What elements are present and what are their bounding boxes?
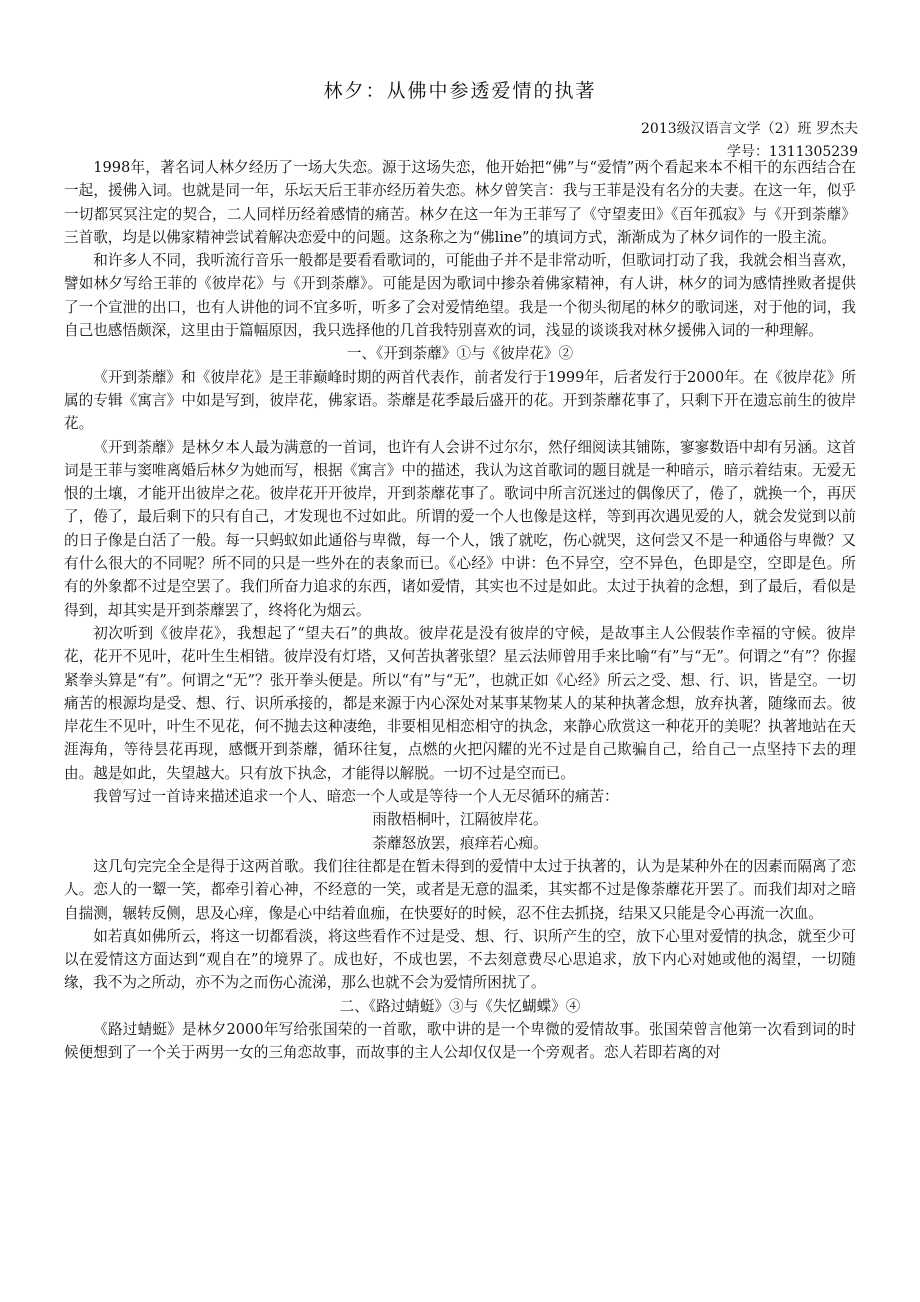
- document-body: [64, 156, 856, 1065]
- section-heading: 二、《路过蜻蜓》③与《失忆蝴蝶》④: [339, 997, 581, 1015]
- student-id: 学号：1311305239: [726, 144, 858, 160]
- paragraph: 初次听到《彼岸花》，我想起了“望夫石”的典故。彼岸花是没有彼岸的守候，是故事主人公假装作幸福的守候。彼岸花，花开不见叶，花叶生生相错。彼岸没有灯塔，又何苦执著张望？星云法师曾用手来比喻“有”与“无”。何谓之“有”？你握紧拳头算是“有”。何谓之“无”？张开拳头便是。所以“有”与“无”，也就正如《心经》所云之受、想、行、识，皆是空。一切痛苦的根源均是受、想、行、识所承接的，都是来源于内心深处对某事某物某人的某种执著念想，放弃执著，随缘而去。彼岸花生不见叶，叶生不见花，何不抛去这种凄绝，非要相见相恋相守的执念，来静心欣赏这一种花开的美呢？执著地站在天涯海角，等待昙花再现，感慨开到荼蘼，循环往复，点燃的火把闪耀的光不过是自己欺骗自己，给自己一点坚持下去的理由。越是如此，失望越大。只有放下执念，才能得以解脱。一切不过是空而已。: [64, 624, 856, 782]
- section-heading: 一、《开到荼蘼》①与《彼岸花》②: [346, 345, 574, 363]
- paragraph: 这几句完完全全是得于这两首歌。我们往往都是在暂未得到的爱情中太过于执著的，认为是某种外在的因素而隔离了恋人。恋人的一颦一笑，都牵引着心神，不经意的一笑，或者是无意的温柔，其实都不过是像荼蘼花开罢了。而我们却对之暗自揣测，辗转反侧，思及心痒，像是心中结着血痂，在快要好的时候，忍不住去抓挠，结果又只能是令心再流一次血。: [64, 857, 856, 922]
- paragraph: 《开到荼蘼》和《彼岸花》是王菲巅峰时期的两首代表作，前者发行于1999年，后者发行于2000年。在《彼岸花》所属的专辑《寓言》中如是写到，彼岸花，佛家语。荼蘼是花季最后盛开的花。开到荼蘼花事了，只剩下开在遗忘前生的彼岸花。: [64, 368, 856, 433]
- paragraph: 如若真如佛所云，将这一切都看淡，将这些看作不过是受、想、行、识所产生的空，放下心里对爱情的执念，就至少可以在爱情这方面达到“观自在”的境界了。成也好，不成也罢，不去刻意费尽心思追求，放下内心对她或他的渴望，一切随缘，我不为之所动，亦不为之而伤心流涕，那么也就不会为爱情所困扰了。: [64, 927, 856, 992]
- paragraph: 我曾写过一首诗来描述追求一个人、暗恋一个人或是等待一个人无尽循环的痛苦：: [93, 788, 619, 806]
- paragraph: 《开到荼蘼》是林夕本人最为满意的一首词，也许有人会讲不过尔尔，然仔细阅读其铺陈，寥寥数语中却有另涵。这首词是王菲与窦唯离婚后林夕为她而写，根据《寓言》中的描述，我认为这首歌词的题目就是一种暗示，暗示着结束。无爱无恨的土壤，才能开出彼岸之花。彼岸花开开彼岸，开到荼蘼花事了。歌词中所言沉迷过的偶像厌了，倦了，就换一个，再厌了，倦了，最后剩下的只有自己，才发现也不过如此。所谓的爱一个人也像是这样，等到再次遇见爱的人，就会发觉到以前的日子像是白活了一般。每一只蚂蚁如此通俗与卑微，每一个人，饿了就吃，伤心就哭，这何尝又不是一种通俗与卑微？又有什么很大的不同呢？所不同的只是一些外在的表象而已。《心经》中讲：色不异空，空不异色，色即是空，空即是色。所有的外象都不过是空罢了。我们所奋力追求的东西，诸如爱情，其实也不过是如此。太过于执着的念想，到了最后，看似是得到，却其实是开到荼蘼罢了，终将化为烟云。: [64, 438, 856, 619]
- poem-line: 荼蘼怒放罢，痕痒若心痴。: [372, 834, 548, 852]
- paragraph: 《路过蜻蜓》是林夕2000年写给张国荣的一首歌，歌中讲的是一个卑微的爱情故事。张国荣曾言他第一次看到词的时候便想到了一个关于两男一女的三角恋故事，而故事的主人公却仅仅是一个旁观者。恋人若即若离的对: [64, 1020, 856, 1062]
- author-class-line: 2013级汉语言文学（2）班 罗杰夫: [641, 121, 858, 137]
- document-title: 林夕：从佛中参透爱情的执著: [323, 80, 597, 102]
- poem-line: 雨散梧桐叶，江隔彼岸花。: [372, 811, 548, 829]
- paragraph: 1998年，著名词人林夕经历了一场大失恋。源于这场失恋，他开始把“佛”与“爱情”两个看起来本不相干的东西结合在一起，援佛入词。也就是同一年，乐坛天后王菲亦经历着失恋。林夕曾笑言：我与王菲是没有名分的夫妻。在这一年，似乎一切都冥冥注定的契合，二人同样历经着感情的痛苦。林夕在这一年为王菲写了《守望麦田》《百年孤寂》与《开到荼蘼》三首歌，均是以佛家精神尝试着解决恋爱中的问题。这条称之为“佛line”的填词方式，渐渐成为了林夕词作的一股主流。: [64, 159, 856, 246]
- paragraph: 和许多人不同，我听流行音乐一般都是要看看歌词的，可能曲子并不是非常动听，但歌词打动了我，我就会相当喜欢，譬如林夕写给王菲的《彼岸花》与《开到荼蘼》。可能是因为歌词中掺杂着佛家精神，有人讲，林夕的词为感情挫败者提供了一个宣泄的出口，也有人讲他的词不宜多听，听多了会对爱情绝望。我是一个彻头彻尾的林夕的歌词迷，对于他的词，我自己也感悟颇深，这里由于篇幅原因，我只选择他的几首我特别喜欢的词，浅显的谈谈我对林夕援佛入词的一种理解。: [64, 252, 856, 340]
